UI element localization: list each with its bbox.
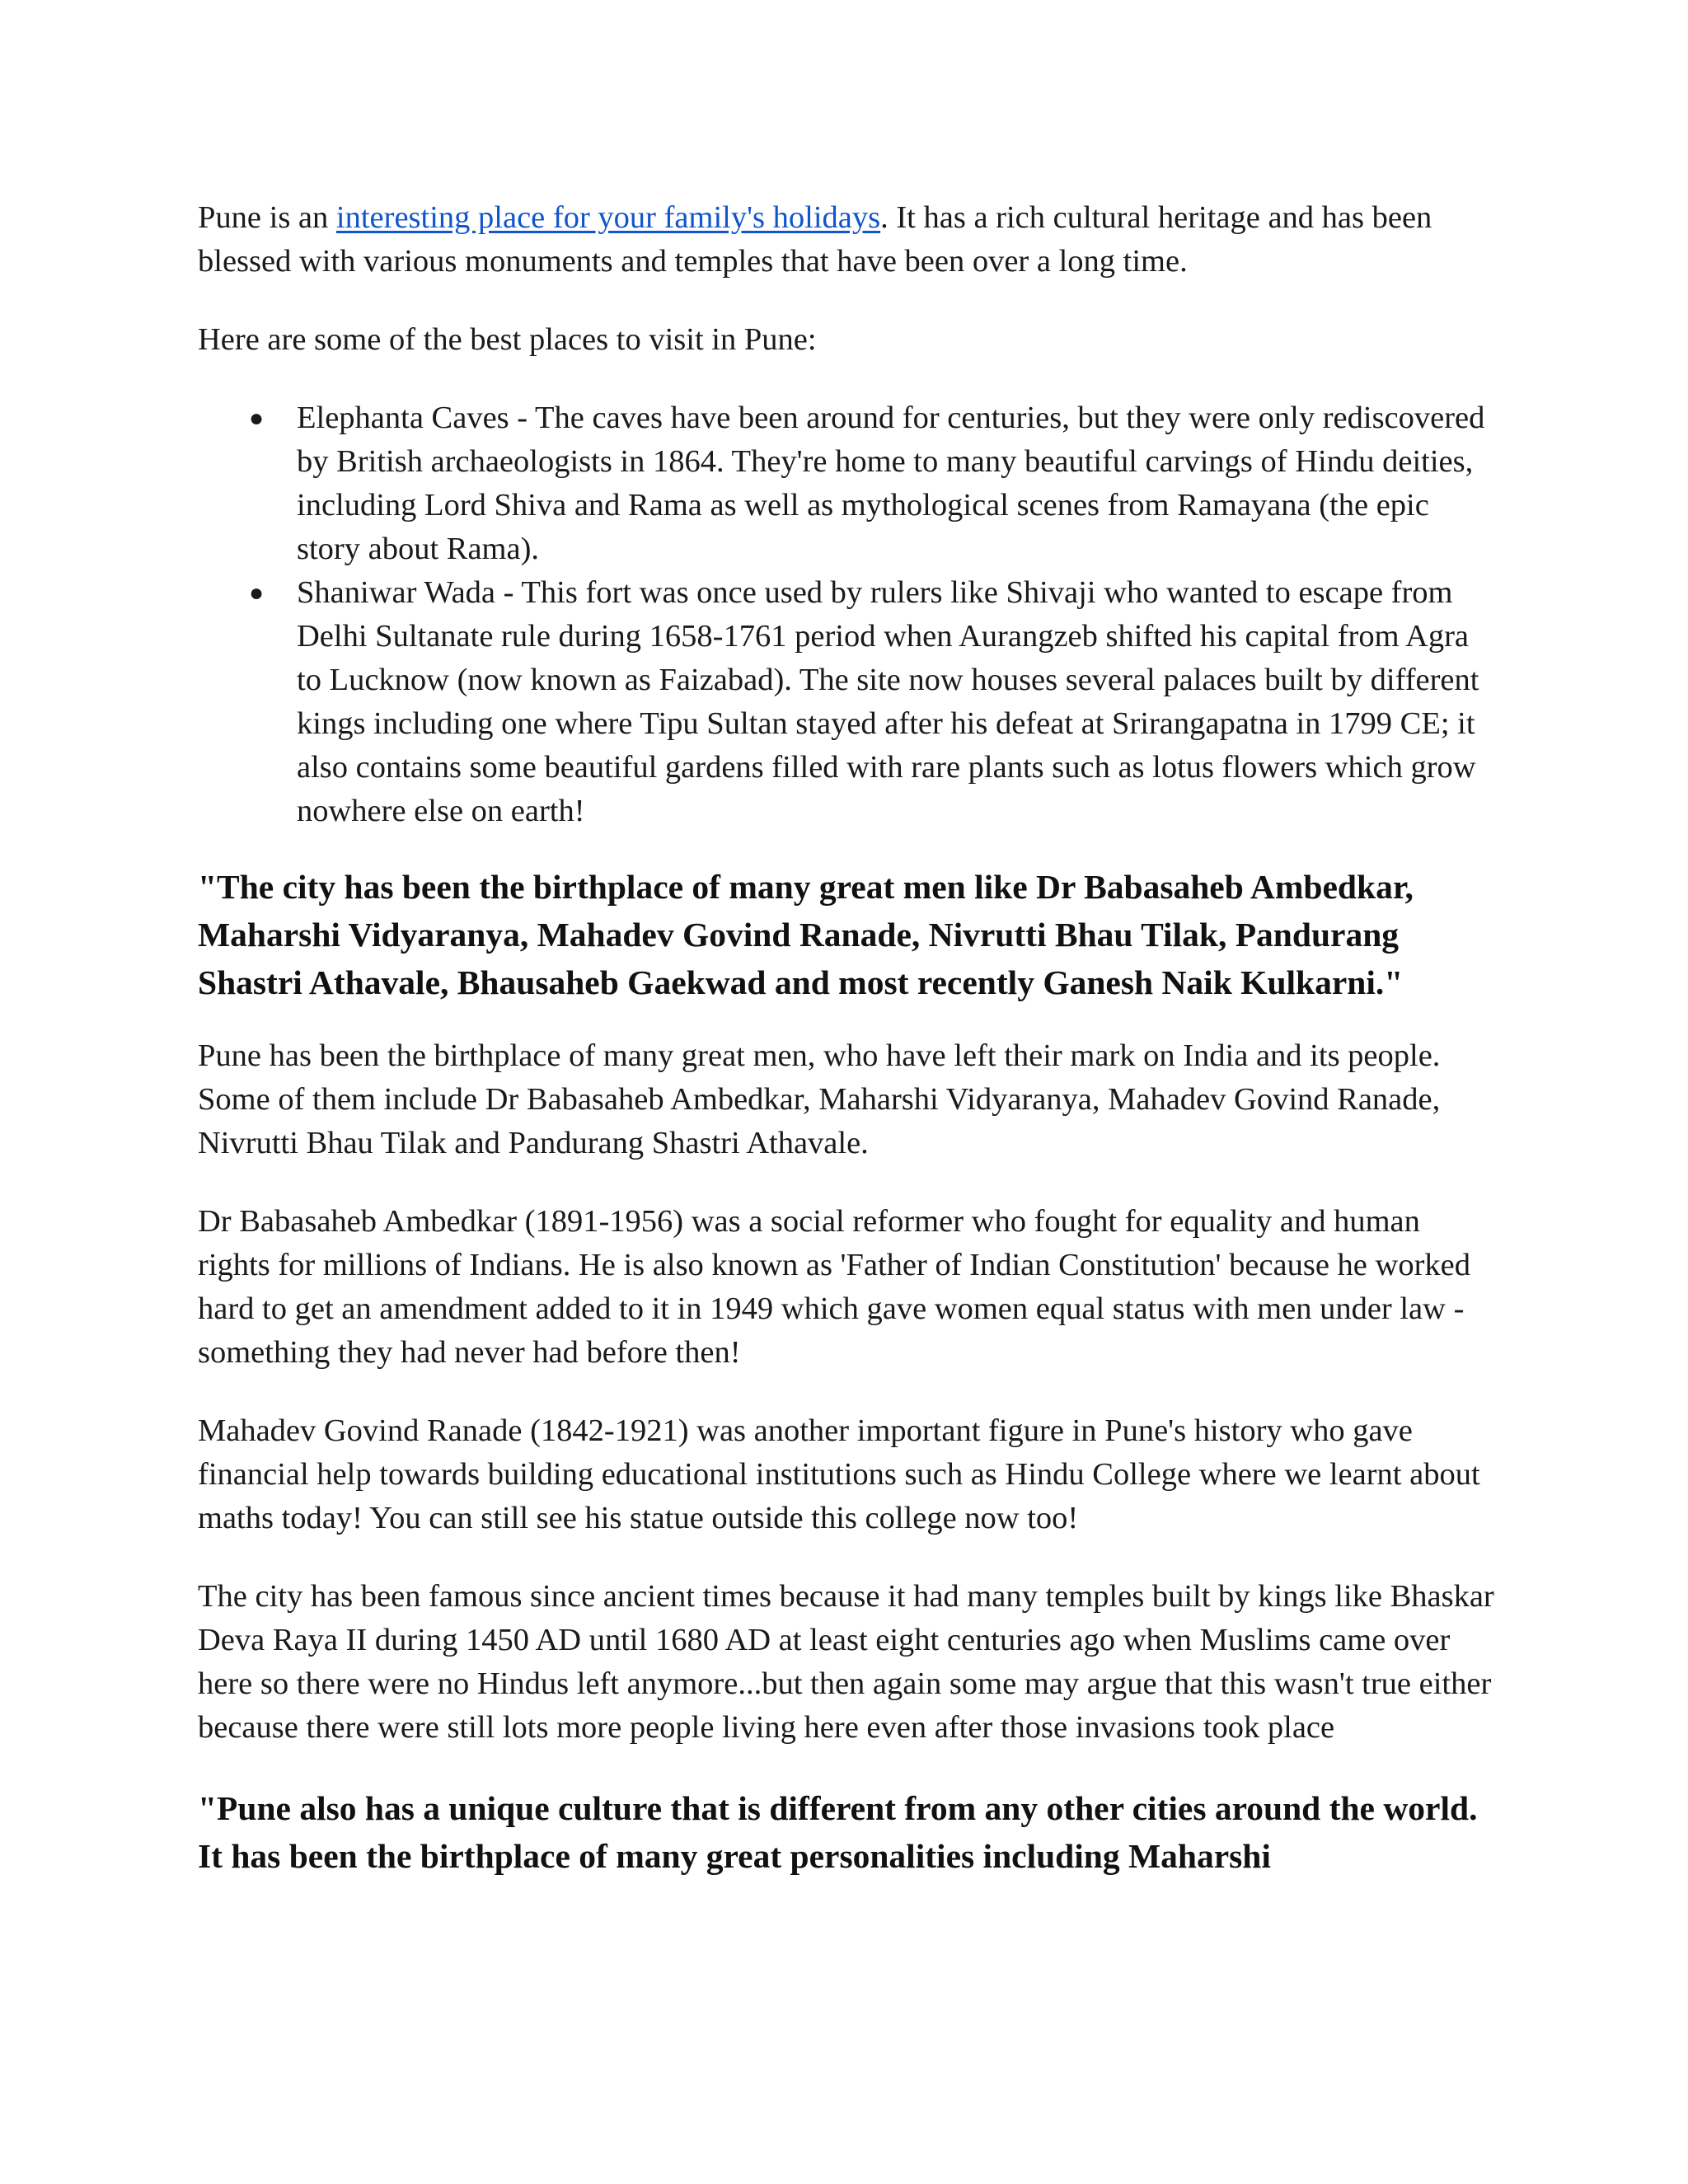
quote-heading-culture: "Pune also has a unique culture that is different from any other cities around the world. It has been the birthplace of many great personalities including Maharshi <box>198 1789 1478 1875</box>
list-item <box>198 396 1500 571</box>
places-list <box>198 396 1500 833</box>
paragraph-ambedkar: Dr Babasaheb Ambedkar (1891-1956) was a social reformer who fought for equality and human rights for millions of Indians. He is also known as 'Father of Indian Constitution' because he worked hard to get an amendment added to it in 1949 which gave women equal status with men under law - something they had never had before then! <box>198 1204 1470 1370</box>
intro-paragraph <box>198 196 1500 284</box>
bullet-icon: ● <box>249 405 265 432</box>
paragraph-ranade: Mahadev Govind Ranade (1842-1921) was another important figure in Pune's history who gave financial help towards building educational institutions such as Hindu College where we learnt about maths today! You can still see his statue outside this college now too! <box>198 1413 1480 1535</box>
list-item-text: Shaniwar Wada - This fort was once used by rulers like Shivaji who wanted to escape from Delhi Sultanate rule during 1658-1761 period when Aurangzeb shifted his capital from Agra to Lucknow (now known as Faizabad). The site now houses several palaces built by different kings including one where Tipu Sultan stayed after his defeat at Srirangapatna in 1799 CE; it also contains some beautiful gardens filled with rare plants such as lotus flowers which grow nowhere else on earth! <box>297 575 1479 828</box>
document-page <box>198 196 1500 1908</box>
quote-heading-birthplace: "The city has been the birthplace of many great men like Dr Babasaheb Ambedkar, Maharshi Vidyaranya, Mahadev Govind Ranade, Nivrutti Bhau Tilak, Pandurang Shastri Athavale, Bhausaheb Gaekwad and most recently Ganesh Naik Kulkarni." <box>198 868 1414 1001</box>
list-item-text: Elephanta Caves - The caves have been around for centuries, but they were only rediscovered by British archaeologists in 1864. They're home to many beautiful carvings of Hindu deities, including Lord Shiva and Rama as well as mythological scenes from Ramayana (the epic story about Rama). <box>297 401 1485 566</box>
intro-suffix: . It has a rich cultural heritage and has been blessed with various monuments and temples that have been over a long time. <box>198 200 1432 279</box>
bullet-icon: ● <box>249 579 265 607</box>
paragraph-great-men: Pune has been the birthplace of many great men, who have left their mark on India and its people. Some of them include Dr Babasaheb Ambedkar, Maharshi Vidyaranya, Mahadev Govind Ranade, Nivrutti Bhau Tilak and Pandurang Shastri Athavale. <box>198 1038 1441 1160</box>
list-intro: Here are some of the best places to visit in Pune: <box>198 322 817 357</box>
family-holidays-link[interactable]: interesting place for your family's holidays <box>335 200 881 235</box>
paragraph-temples: The city has been famous since ancient times because it had many temples built by kings like Bhaskar Deva Raya II during 1450 AD until 1680 AD at least eight centuries ago when Muslims came over here so there were no Hindus left anymore...but then again some may argue that this wasn't true either because there were still lots more people living here even after those invasions took place <box>198 1579 1494 1745</box>
list-item <box>198 571 1500 833</box>
intro-prefix: Pune is an <box>198 200 336 235</box>
